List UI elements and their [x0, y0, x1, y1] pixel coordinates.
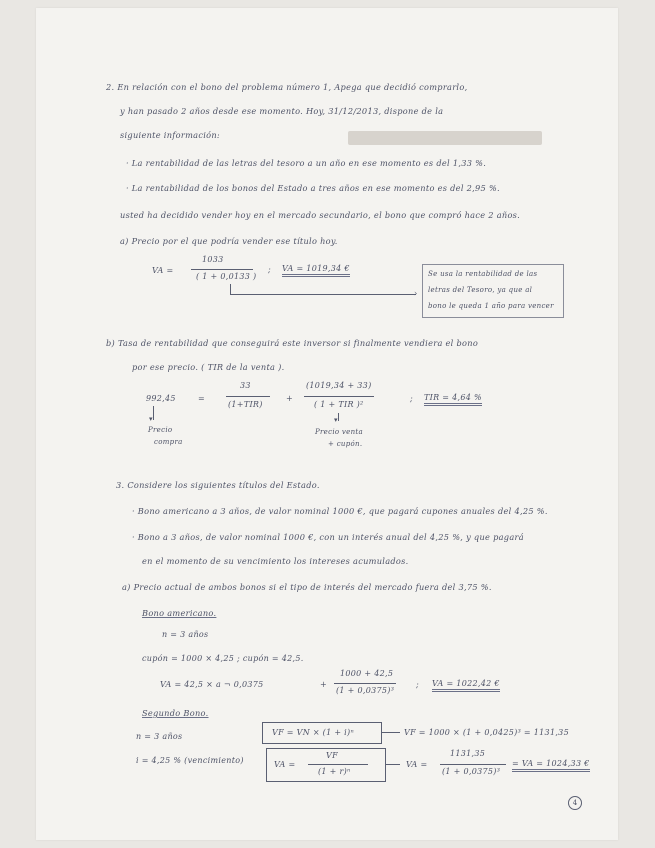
- q2-intro-line2: y han pasado 2 años desde ese momento. Hoy, 31/12/2013, dispone de la: [120, 106, 444, 116]
- q2-b-fraction-bar1: [226, 396, 270, 397]
- q2-b-equals: =: [198, 394, 206, 403]
- q2-a-numerator: 1033: [202, 255, 224, 264]
- q2-a-va: VA =: [152, 266, 174, 275]
- q3-second-n: n = 3 años: [136, 732, 183, 741]
- q3-am-fraction-bar: [334, 683, 396, 684]
- page-number: 4: [568, 796, 582, 810]
- q3-second-va-num: 1131,35: [450, 749, 486, 758]
- q2-bullet1: · La rentabilidad de las letras del tesoro a un año en ese momento es del 1,33 %.: [126, 158, 487, 168]
- q2-b-semicolon: ;: [410, 394, 413, 403]
- q2-a-arrow-horizontal: [230, 294, 416, 295]
- q2-b-num1: 33: [240, 381, 251, 390]
- q3-am-result: VA = 1022,42 €: [432, 679, 500, 692]
- q2-b-den2: ( 1 + TIR )²: [314, 400, 364, 409]
- q3-second-va-label: VA =: [406, 760, 428, 769]
- q2-b-label-line2: por ese precio. ( TIR de la venta ).: [132, 362, 285, 372]
- q3-am-plus: +: [320, 680, 328, 689]
- highlight-mark: [348, 131, 542, 145]
- q2-a-label: a) Precio por el que podría vender ese título hoy.: [120, 236, 338, 246]
- q3-american-heading: Bono americano.: [142, 608, 217, 618]
- q3-intro: 3. Considere los siguientes títulos del Estado.: [116, 480, 320, 490]
- q3-am-coupon: cupón = 1000 × 4,25 ; cupón = 42,5.: [142, 654, 304, 663]
- q3-bullet2-line2: en el momento de su vencimiento los intereses acumulados.: [142, 556, 409, 566]
- q2-a-arrow-vertical: [230, 284, 231, 294]
- q3-formula-vf: VF = VN × (1 + i)ⁿ: [272, 728, 355, 737]
- q2-b-note2-arrow: [338, 413, 339, 421]
- arrow-head-icon: ›: [414, 288, 418, 298]
- q2-b-den1: (1+TIR): [228, 400, 263, 409]
- q3-a-label: a) Precio actual de ambos bonos si el tipo de interés del mercado fuera del 3,75 %.: [122, 582, 492, 592]
- q3-bullet2-line1: · Bono a 3 años, de valor nominal 1000 €, con un interés anual del 4,25 %, y que pagará: [132, 532, 524, 542]
- q2-b-result: TIR = 4,64 %: [424, 393, 482, 406]
- q2-a-semicolon: ;: [268, 265, 271, 274]
- q2-a-note-line1: Se usa la rentabilidad de las: [428, 270, 538, 278]
- q2-statement: usted ha decidido vender hoy en el mercado secundario, el bono que compró hace 2 años.: [120, 210, 521, 220]
- q2-a-note-line3: bono le queda 1 año para vencer: [428, 302, 554, 310]
- q2-b-note2-line1: Precio venta: [315, 428, 363, 436]
- q2-intro-line3: siguiente información:: [120, 130, 220, 140]
- q3-second-va-den: (1 + 0,0375)³: [442, 767, 501, 776]
- q2-b-fraction-bar2: [304, 396, 374, 397]
- q2-bullet2: · La rentabilidad de los bonos del Estado a tres años en ese momento es del 2,95 %.: [126, 183, 500, 193]
- q2-b-num2: (1019,34 + 33): [306, 381, 372, 390]
- q3-second-heading: Segundo Bono.: [142, 708, 209, 718]
- q3-am-numerator: 1000 + 42,5: [340, 669, 394, 678]
- q2-a-note-line2: letras del Tesoro, ya que al: [428, 286, 533, 294]
- q2-b-price: 992,45: [146, 394, 176, 403]
- down-arrow-icon: ▾: [149, 415, 153, 423]
- q2-a-fraction-bar: [191, 269, 253, 270]
- q2-a-denominator: ( 1 + 0,0133 ): [196, 272, 257, 281]
- q3-box2-arrow: [386, 764, 400, 765]
- down-arrow-icon: ▾: [334, 416, 338, 424]
- q3-am-va: VA = 42,5 × a ¬ 0,0375: [160, 680, 264, 689]
- q3-am-denominator: (1 + 0,0375)³: [336, 686, 395, 695]
- q2-b-label-line1: b) Tasa de rentabilidad que conseguirá este inversor si finalmente vendiera el bono: [106, 338, 479, 348]
- q3-box2-fraction-bar: [308, 764, 368, 765]
- q3-second-vf: VF = 1000 × (1 + 0,0425)³ = 1131,35: [404, 728, 569, 737]
- q3-second-i: i = 4,25 % (vencimiento): [136, 756, 244, 765]
- q2-a-result: VA = 1019,34 €: [282, 264, 350, 277]
- q3-bullet1: · Bono americano a 3 años, de valor nominal 1000 €, que pagará cupones anuales del 4,25 %.: [132, 506, 548, 516]
- notebook-page: [36, 8, 618, 840]
- q2-b-note1-line2: compra: [154, 438, 183, 446]
- q3-am-n: n = 3 años: [162, 630, 209, 639]
- q3-am-semicolon: ;: [416, 680, 419, 689]
- q2-b-plus: +: [286, 394, 294, 403]
- q2-b-note1-line1: Precio: [148, 426, 173, 434]
- q3-box2-va: VA =: [274, 760, 296, 769]
- q2-b-note1-arrow: [153, 406, 154, 420]
- q3-box2-num: VF: [326, 751, 338, 760]
- q3-second-result: = VA = 1024,33 €: [512, 759, 590, 772]
- q3-second-va-bar: [440, 764, 506, 765]
- q3-box1-arrow: [382, 732, 400, 733]
- q3-box2-den: (1 + r)ⁿ: [318, 767, 351, 776]
- q2-intro-line1: 2. En relación con el bono del problema número 1, Apega que decidió comprarlo,: [106, 82, 468, 92]
- q2-b-note2-line2: + cupón.: [328, 440, 363, 448]
